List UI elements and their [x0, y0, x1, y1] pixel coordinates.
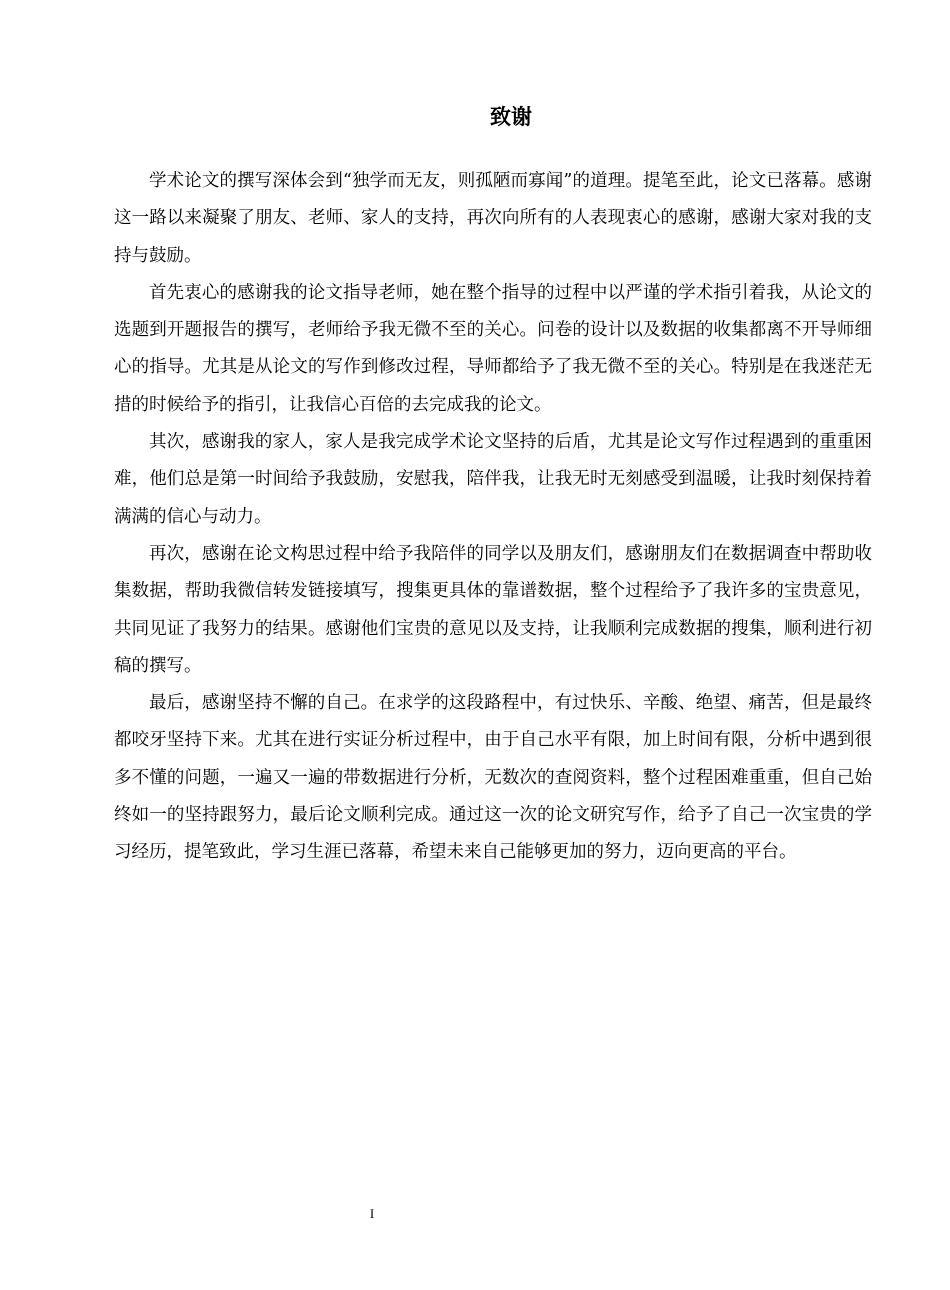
paragraph-5: 最后，感谢坚持不懈的自己。在求学的这段路程中，有过快乐、辛酸、绝望、痛苦，但是最终都咬牙坚持下来。尤其在进行实证分析过程中，由于自己水平有限，加上时间有限，分析中遇到很多不懂的问题，一遍又一遍的带数据进行分析，无数次的查阅资料，整个过程困难重重，但自己始终如一的坚持跟努力，最后论文顺利完成。通过这一次的论文研究写作，给予了自己一次宝贵的学习经历，提笔致此，学习生涯已落幕，希望未来自己能够更加的努力，迈向更高的平台。: [114, 693, 872, 863]
page-number: I: [369, 1206, 375, 1221]
paragraph-4: 再次，感谢在论文构思过程中给予我陪伴的同学以及朋友们，感谢朋友们在数据调查中帮助收集数据，帮助我微信转发链接填写，搜集更具体的靠谱数据，整个过程给予了我许多的宝贵意见，共同见证了我努力的结果。感谢他们宝贵的意见以及支持，让我顺利完成数据的搜集，顺利进行初稿的撰写。: [114, 543, 872, 676]
paragraph-3: 其次，感谢我的家人，家人是我完成学术论文坚持的后盾，尤其是论文写作过程遇到的重重困难，他们总是第一时间给予我鼓励，安慰我，陪伴我，让我无时无刻感受到温暖，让我时刻保持着满满的信心与动力。: [114, 432, 872, 527]
acknowledgement-body: [114, 163, 872, 872]
paragraph-1: 学术论文的撰写深体会到“独学而无友，则孤陋而寡闻”的道理。提笔至此，论文已落幕。感谢这一路以来凝聚了朋友、老师、家人的支持，再次向所有的人表现衷心的感谢，感谢大家对我的支持与鼓励。: [114, 171, 872, 266]
page-title: 致谢: [490, 105, 532, 129]
paragraph-2: 首先衷心的感谢我的论文指导老师，她在整个指导的过程中以严谨的学术指引着我，从论文的选题到开题报告的撰写，老师给予我无微不至的关心。问卷的设计以及数据的收集都离不开导师细心的指导。尤其是从论文的写作到修改过程，导师都给予了我无微不至的关心。特别是在我迷茫无措的时候给予的指引，让我信心百倍的去完成我的论文。: [114, 282, 872, 415]
